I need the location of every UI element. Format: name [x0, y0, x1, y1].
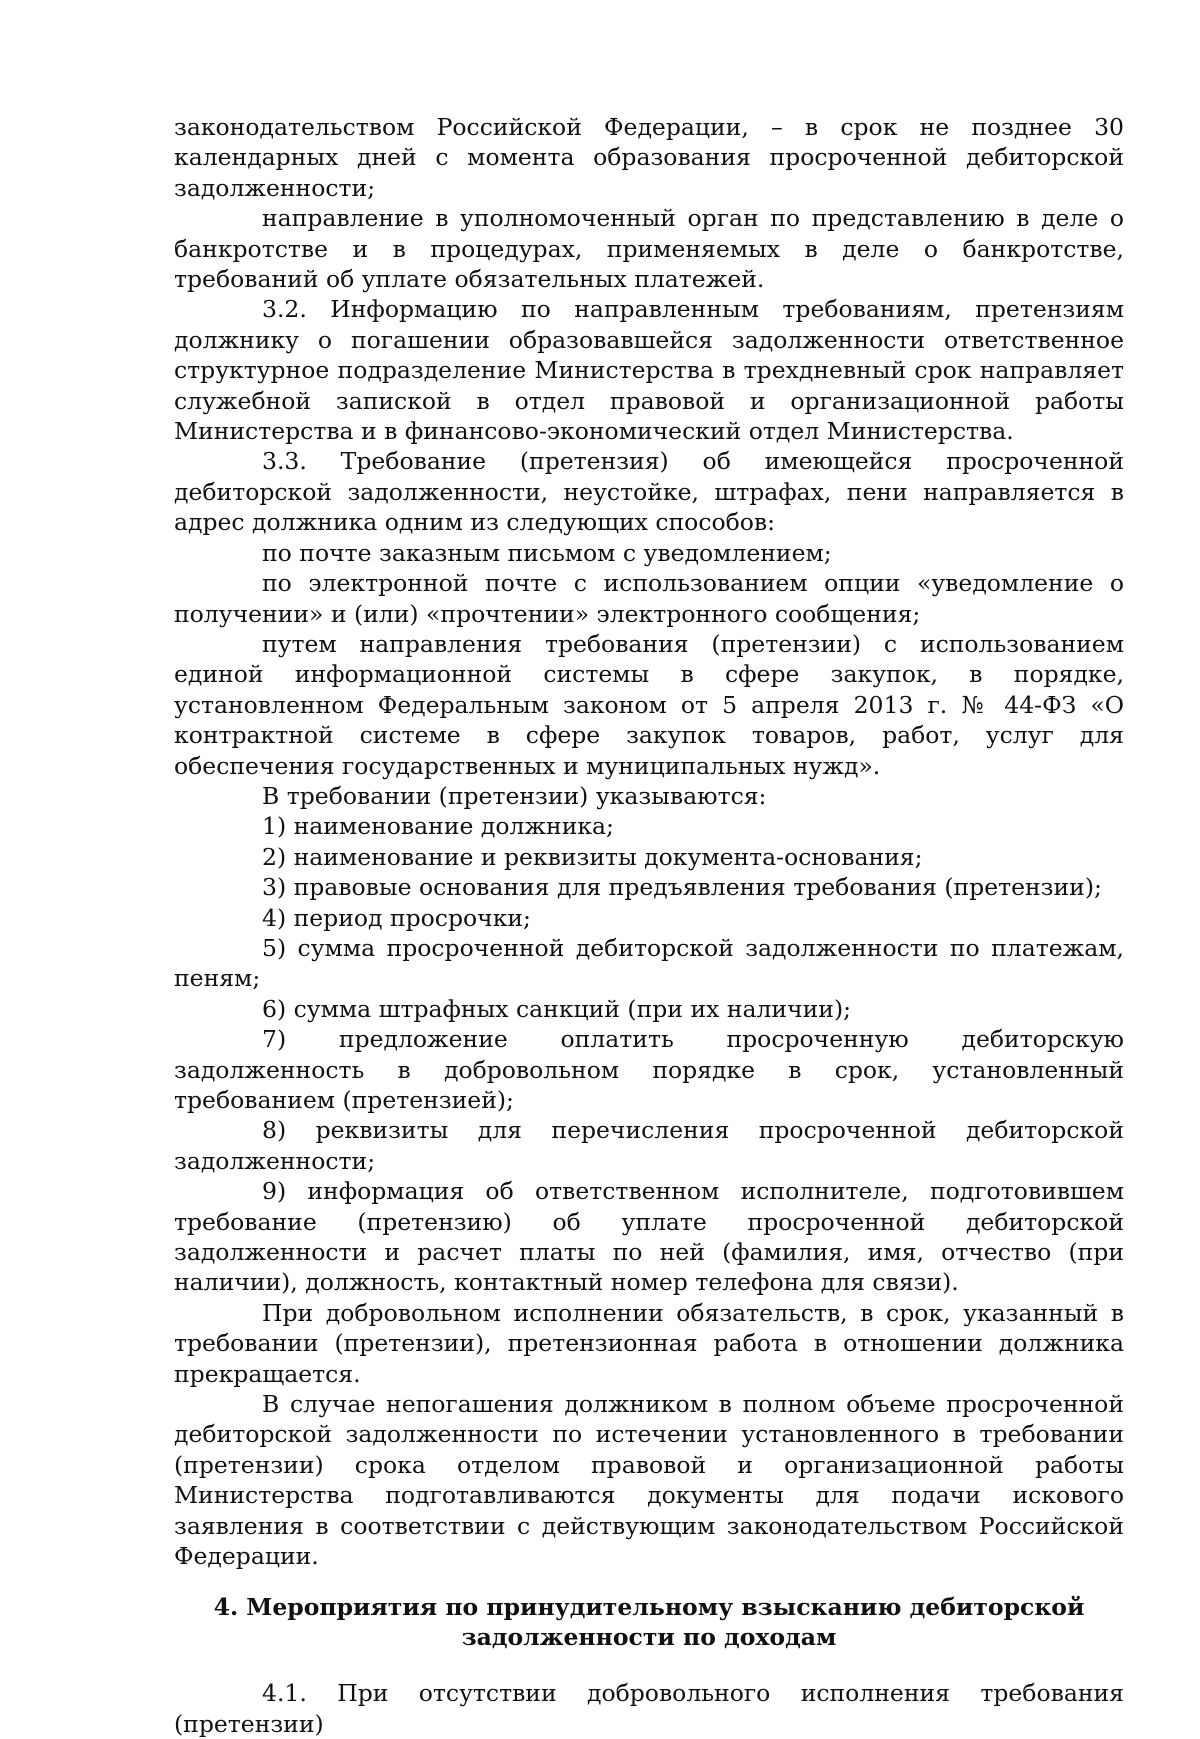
- paragraph: При добровольном исполнении обязательств, в срок, указанный в требовании (претензии), претензионная работа в отношении должника прекращается.: [174, 1298, 1124, 1388]
- paragraph: 3) правовые основания для предъявления требования (претензии);: [262, 873, 1102, 902]
- paragraph: 7) предложение оплатить просроченную дебиторскую задолженность в добровольном порядке в срок, установленный требованием (претензией);: [174, 1025, 1124, 1114]
- paragraph: законодательством Российской Федерации, – в срок не позднее 30 календарных дней с момента образования просроченной дебиторской задолженности;: [174, 113, 1124, 202]
- paragraph: 4.1. При отсутствии добровольного исполнения требования (претензии): [174, 1679, 1124, 1738]
- paragraph: 2) наименование и реквизиты документа-основания;: [262, 842, 923, 871]
- paragraph: 8) реквизиты для перечисления просроченной дебиторской задолженности;: [174, 1116, 1124, 1175]
- document-page: [174, 112, 1124, 1739]
- paragraph: 4) период просрочки;: [262, 903, 531, 932]
- paragraph: В случае непогашения должником в полном объеме просроченной дебиторской задолженности по истечении установленного в требовании (претензии) срока отделом правовой и организационной работы Министерства подготавливаются документы для подачи искового заявления в соответствии с действующим законодательством Российской Федерации.: [174, 1390, 1124, 1571]
- paragraph: 9) информация об ответственном исполнителе, подготовившем требование (претензию) об уплате просроченной дебиторской задолженности и расчет платы по ней (фамилия, имя, отчество (при наличии), должность, контактный номер телефона для связи).: [174, 1177, 1124, 1297]
- paragraph: 3.2. Информацию по направленным требованиям, претензиям должнику о погашении образовавшейся задолженности ответственное структурное подразделение Министерства в трехдневный срок направляет служебной запиской в отдел правовой и организационной работы Министерства и в финансово-экономический отдел Министерства.: [174, 295, 1124, 446]
- paragraph: В требовании (претензии) указываются:: [262, 781, 767, 810]
- paragraph: направление в уполномоченный орган по представлению в деле о банкротстве и в процедурах, применяемых в деле о банкротстве, требований об уплате обязательных платежей.: [174, 204, 1124, 294]
- section-4-body: [174, 1678, 1124, 1739]
- paragraph: по электронной почте с использованием опции «уведомление о получении» и (или) «прочтении» электронного сообщения;: [174, 569, 1124, 628]
- paragraph: 1) наименование должника;: [262, 812, 614, 841]
- heading-line-2: задолженности по доходам: [461, 1622, 837, 1651]
- paragraph: 5) сумма просроченной дебиторской задолженности по платежам, пеням;: [174, 933, 1124, 993]
- section-4-heading: [174, 1592, 1124, 1653]
- heading-line-1: 4. Мероприятия по принудительному взысканию дебиторской: [213, 1592, 1085, 1621]
- paragraph: 6) сумма штрафных санкций (при их наличии);: [262, 994, 852, 1023]
- section-3-body: [174, 112, 1124, 1572]
- paragraph: путем направления требования (претензии) с использованием единой информационной системы в сфере закупок, в порядке, установленном Федеральным законом от 5 апреля 2013 г. № 44-ФЗ «О контрактной системе в сфере закупок товаров, работ, услуг для обеспечения государственных и муниципальных нужд».: [174, 629, 1124, 780]
- paragraph: 3.3. Требование (претензия) об имеющейся просроченной дебиторской задолженности, неустойке, штрафах, пени направляется в адрес должника одним из следующих способов:: [174, 447, 1124, 537]
- paragraph: по почте заказным письмом с уведомлением;: [262, 538, 832, 567]
